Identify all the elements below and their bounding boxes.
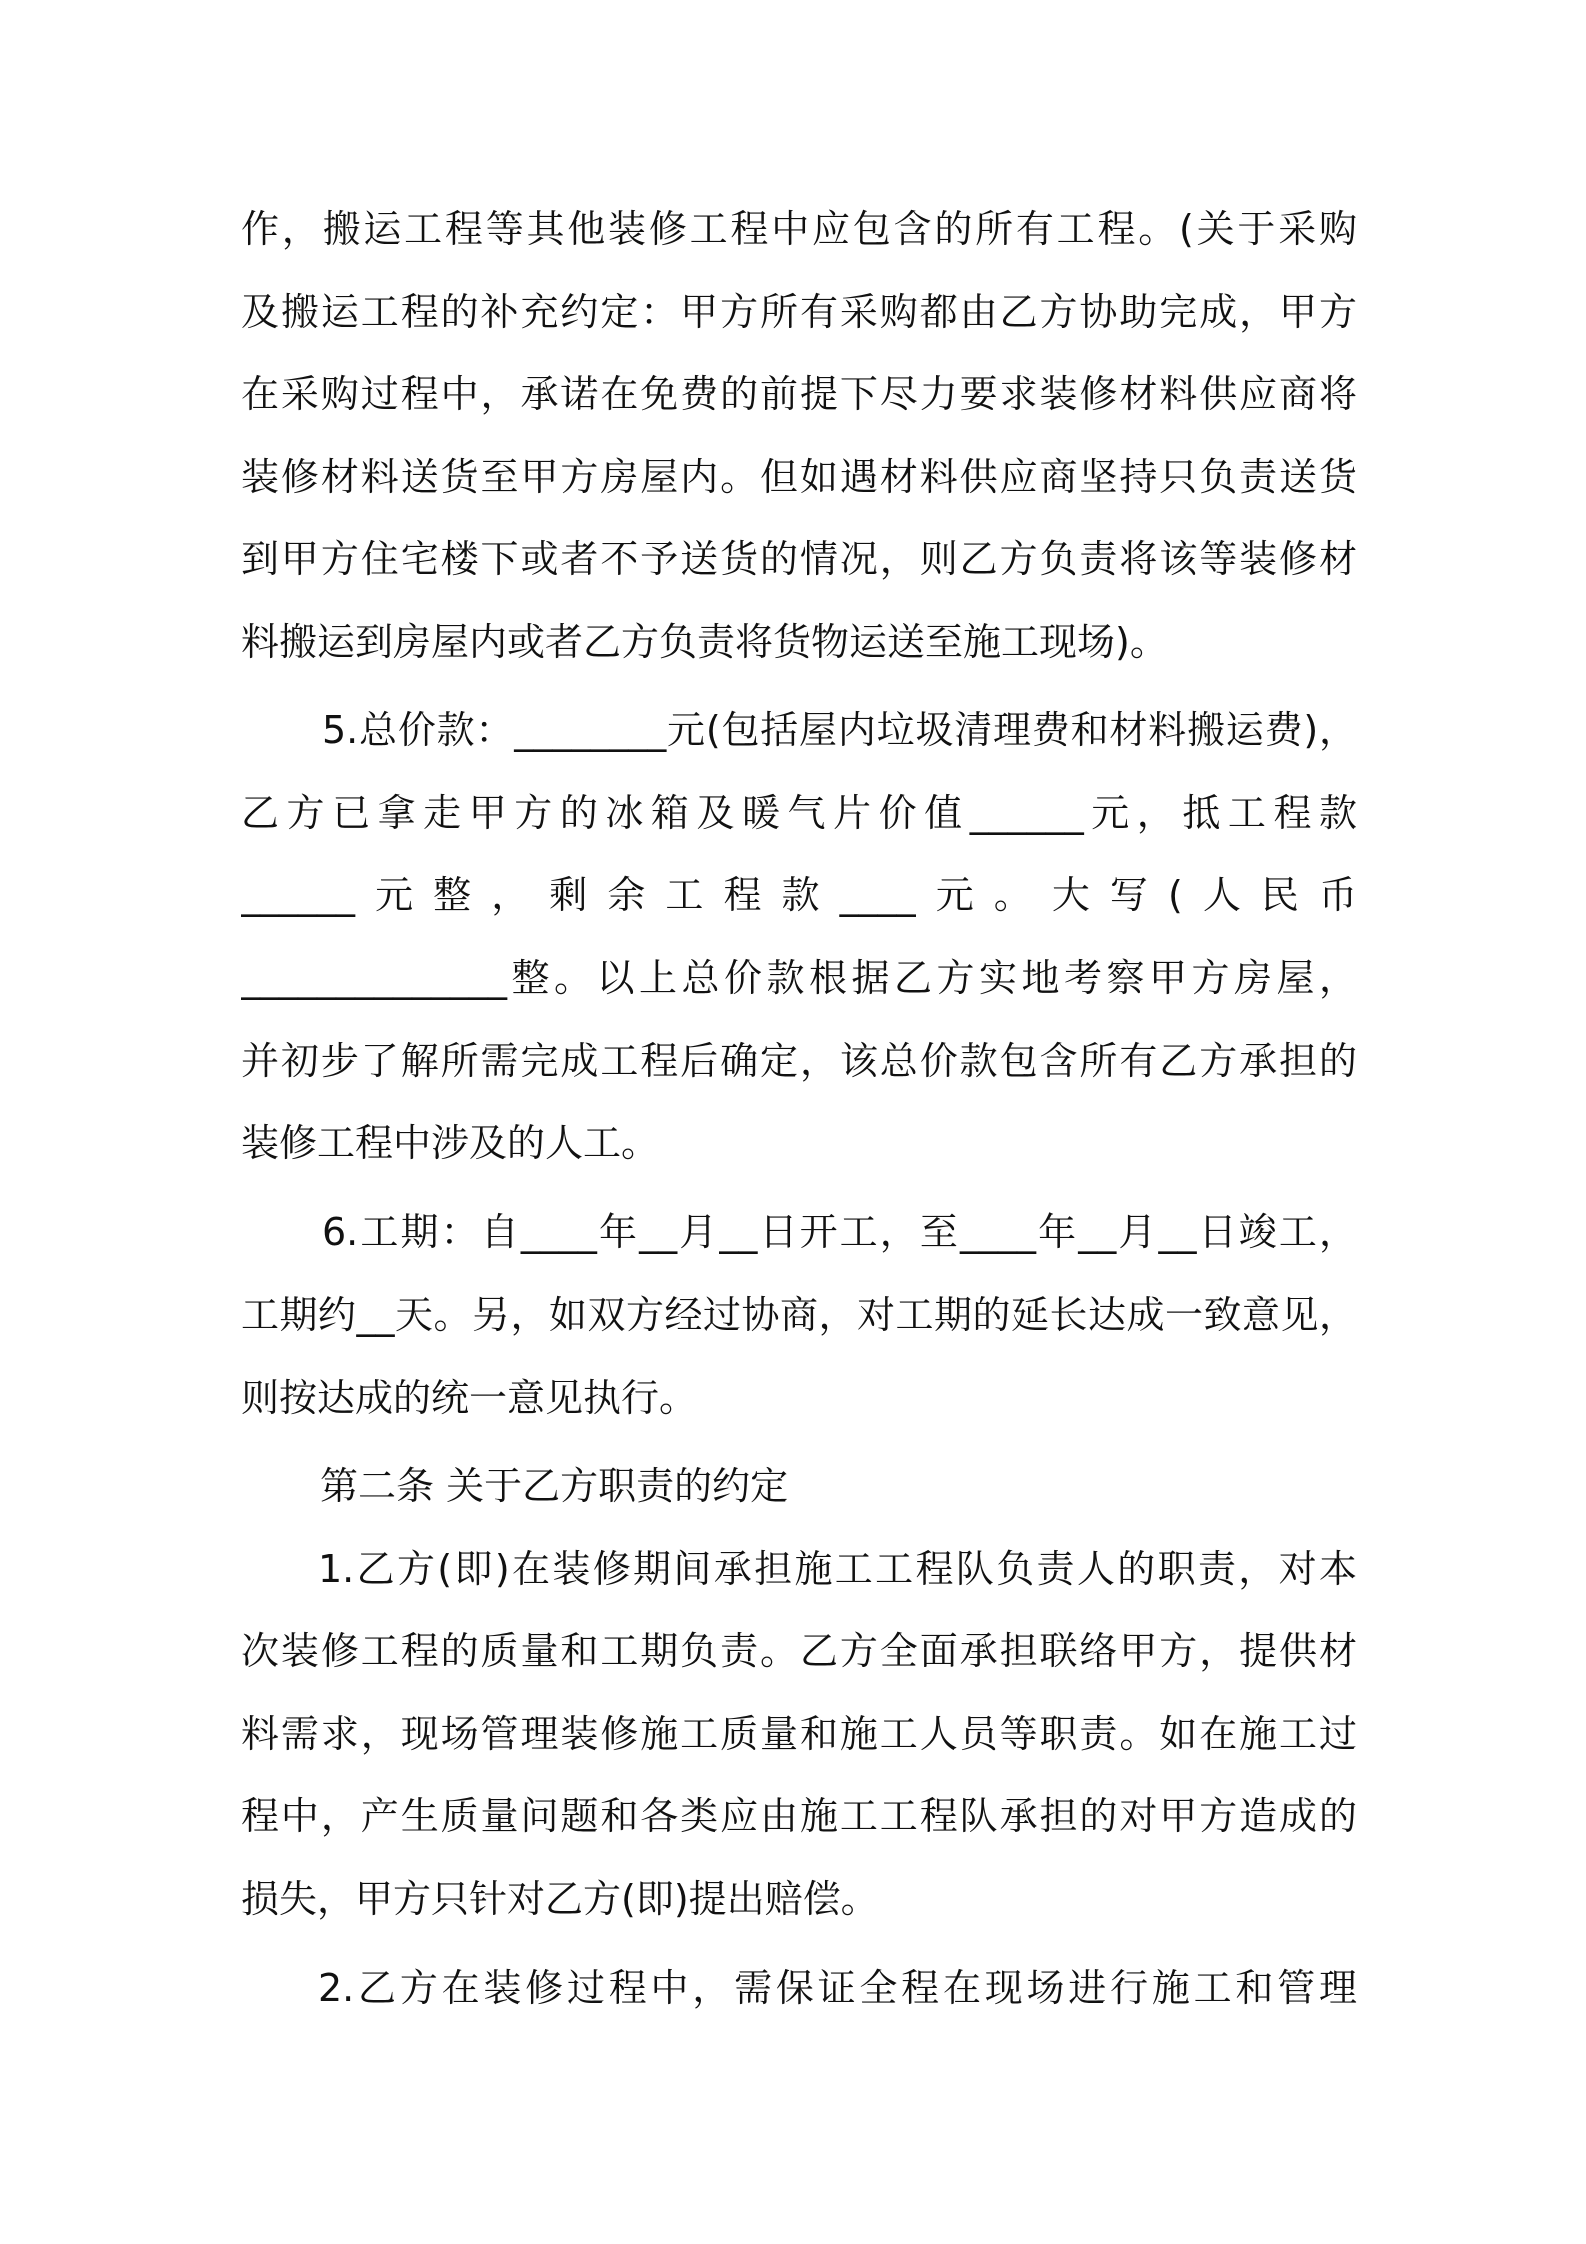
body-line: 乙方已拿走甲方的冰箱及暖气片价值______元，抵工程款 [241,791,1357,835]
body-line: 装修材料送货至甲方房屋内。但如遇材料供应商坚持只负责送货 [241,455,1357,499]
body-line: 损失，甲方只针对乙方(即)提出赔偿。 [241,1877,879,1921]
body-line: 次装修工程的质量和工期负责。乙方全面承担联络甲方，提供材 [241,1629,1357,1673]
body-line: 在采购过程中，承诺在免费的前提下尽力要求装修材料供应商将 [241,372,1357,416]
body-line: ______________整。以上总价款根据乙方实地考察甲方房屋， [241,956,1357,1000]
clause-duty-1: 1.乙方(即)在装修期间承担施工工程队负责人的职责，对本 [318,1547,1357,1591]
body-line: 程中，产生质量问题和各类应由施工工程队承担的对甲方造成的 [241,1794,1357,1838]
section-heading: 第二条 关于乙方职责的约定 [320,1464,789,1508]
body-line: 料需求，现场管理装修施工质量和施工人员等职责。如在施工过 [241,1712,1357,1756]
body-line: 料搬运到房屋内或者乙方负责将货物运送至施工现场)。 [241,620,1168,664]
body-line: 工期约__天。另，如双方经过协商，对工期的延长达成一致意见， [241,1293,1357,1337]
body-line: ______元整，剩余工程款____元。大写(人民币 [241,873,1357,917]
body-line: 作，搬运工程等其他装修工程中应包含的所有工程。(关于采购 [241,207,1357,251]
body-line: 装修工程中涉及的人工。 [241,1121,660,1165]
body-line: 及搬运工程的补充约定：甲方所有采购都由乙方协助完成，甲方 [241,290,1357,334]
body-line: 到甲方住宅楼下或者不予送货的情况，则乙方负责将该等装修材 [241,537,1357,581]
clause-duty-2: 2.乙方在装修过程中，需保证全程在现场进行施工和管理 [318,1966,1357,2010]
clause-schedule: 6.工期：自____年__月__日开工，至____年__月__日竣工， [322,1210,1357,1254]
clause-total-price: 5.总价款：________元(包括屋内垃圾清理费和材料搬运费)， [322,708,1357,752]
body-line: 则按达成的统一意见执行。 [241,1376,698,1420]
body-line: 并初步了解所需完成工程后确定，该总价款包含所有乙方承担的 [241,1039,1357,1083]
